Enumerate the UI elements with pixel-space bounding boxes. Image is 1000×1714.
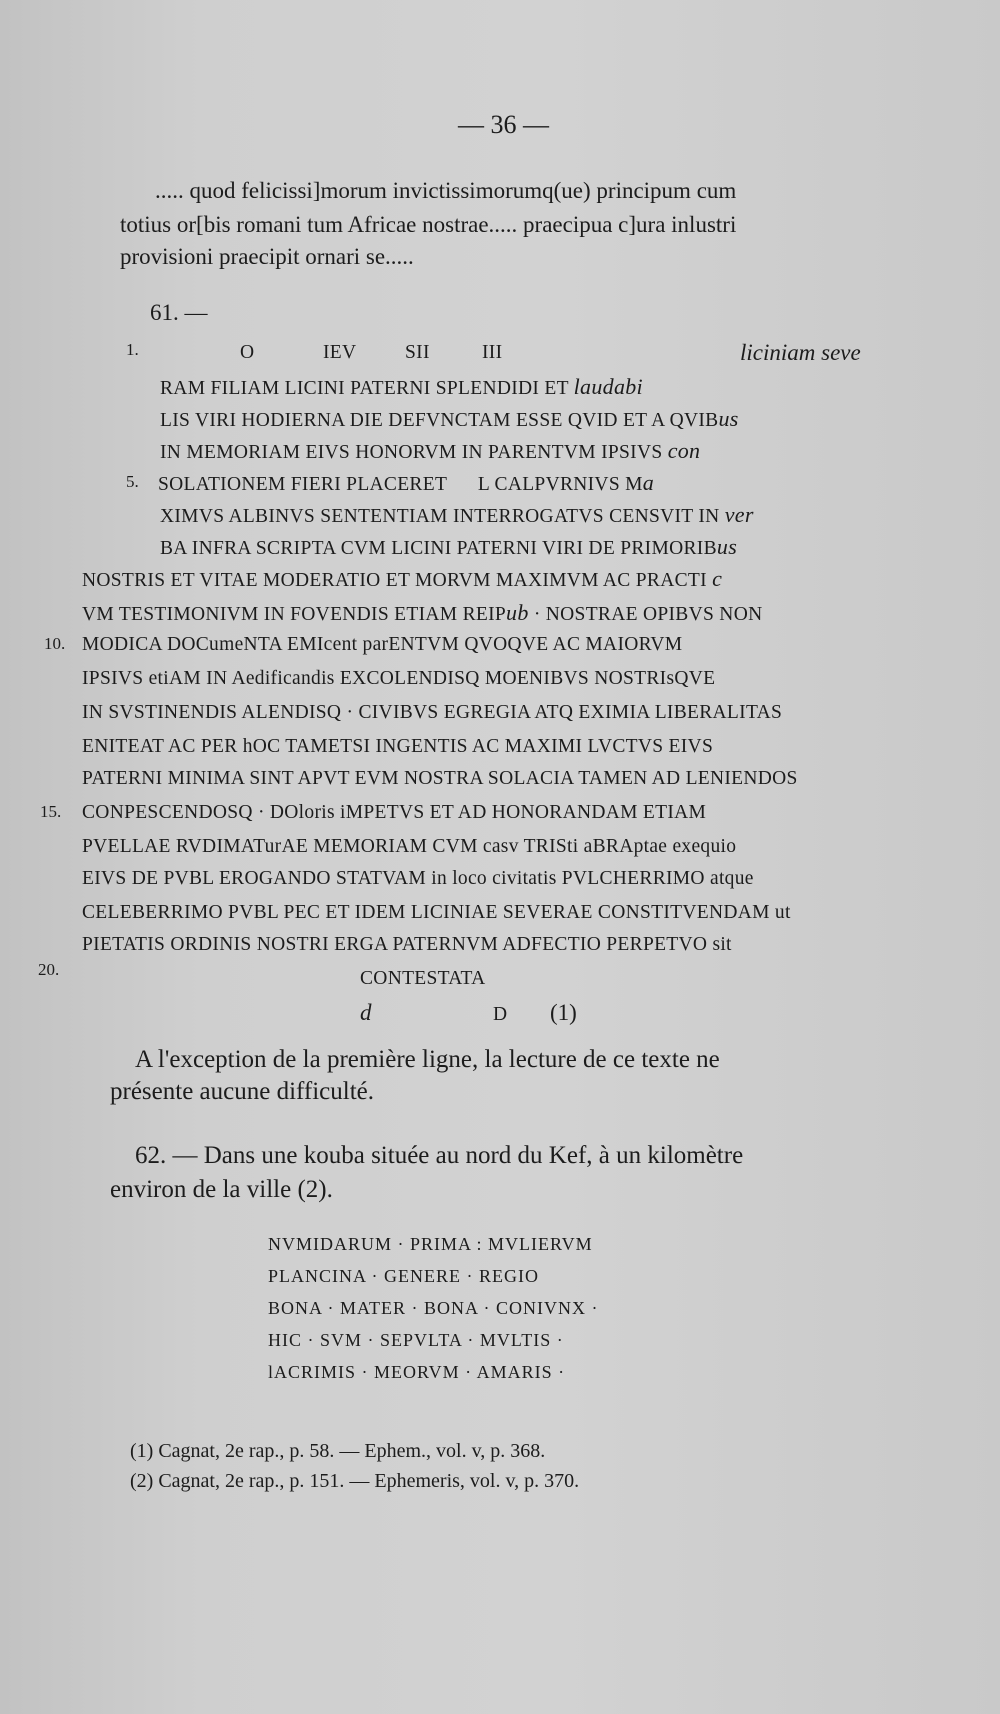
- footnote-2: (2) Cagnat, 2e rap., p. 151. — Ephemeris, vol. v, p. 370.: [130, 1470, 580, 1492]
- roman-text: RAM FILIAM LICINI PATERNI SPLENDIDI ET: [160, 378, 569, 399]
- inscription-line: [160, 534, 737, 560]
- roman-text: SOLATIONEM FIERI PLACERET L CALPVRNIVS M: [158, 474, 643, 495]
- line-number: 10.: [44, 634, 66, 653]
- page-number: — 36 —: [458, 110, 549, 139]
- inscription-line: [160, 374, 643, 400]
- inscription-fragment: O: [240, 342, 255, 363]
- inscription-line: CONPESCENDOSQ · DOloris iMPETVS ET AD HONORANDAM ETIAM: [82, 802, 707, 823]
- inscription-fragment-italic: [740, 340, 861, 366]
- italic-text: ub: [506, 600, 529, 625]
- footnote-1: (1) Cagnat, 2e rap., p. 58. — Ephem., vol. v, p. 368.: [130, 1440, 546, 1462]
- inscription-62-line: BONA · MATER · BONA · CONIVNX ·: [268, 1298, 599, 1318]
- inscription-line: [160, 406, 739, 432]
- inscription-line: IN SVSTINENDIS ALENDISQ · CIVIBVS EGREGIA ATQ EXIMIA LIBERALITAS: [82, 702, 783, 723]
- inscription-fragment: III: [482, 342, 503, 363]
- entry-62-line-2: environ de la ville (2).: [110, 1176, 333, 1203]
- intro-line-2: totius or[bis romani tum Africae nostrae..... praecipua c]ura inlustri: [120, 212, 737, 237]
- inscription-line: IPSIVS etiAM IN Aedificandis EXCOLENDISQ MOENIBVS NOSTRIsQVE: [82, 668, 716, 689]
- roman-text: NOSTRIS ET VITAE MODERATIO ET MORVM MAXIMVM AC PRACTI: [82, 570, 707, 591]
- inscription-line: [158, 470, 654, 496]
- italic-text: con: [667, 438, 701, 463]
- italic-text: d: [360, 1000, 372, 1025]
- intro-line-3: provisioni praecipit ornari se.....: [120, 244, 414, 269]
- inscription-line: CELEBERRIMO PVBL PEC ET IDEM LICINIAE SEVERAE CONSTITVENDAM ut: [82, 902, 791, 923]
- inscription-line: ENITEAT AC PER hOC TAMETSI INGENTIS AC MAXIMI LVCTVS EIVS: [82, 736, 714, 757]
- inscription-line: EIVS DE PVBL EROGANDO STATVAM in loco civitatis PVLCHERRIMO atque: [82, 868, 754, 889]
- comment-line-2: présente aucune difficulté.: [110, 1078, 375, 1105]
- inscription-line: PATERNI MINIMA SINT APVT EVM NOSTRA SOLACIA TAMEN AD LENIENDOS: [82, 768, 798, 789]
- inscription-line: [160, 502, 754, 528]
- inscription-fragment: SII: [405, 342, 430, 363]
- inscription-line: [82, 566, 722, 592]
- italic-text: a: [642, 470, 655, 495]
- inscription-line: CONTESTATA: [360, 968, 486, 989]
- italic-text: us: [716, 534, 738, 559]
- roman-text: XIMVS ALBINVS SENTENTIAM INTERROGATVS CENSVIT IN: [160, 506, 720, 527]
- intro-line-1: ..... quod felicissi]morum invictissimorumq(ue) principum cum: [155, 178, 737, 203]
- roman-text: LIS VIRI HODIERNA DIE DEFVNCTAM ESSE QVID ET A QVIB: [160, 410, 719, 431]
- inscription-fragment: IEV: [323, 342, 357, 363]
- inscription-line: PVELLAE RVDIMATurAE MEMORIAM CVM casv TRISti aBRAptae exequio: [82, 836, 737, 857]
- italic-text: laudabi: [573, 374, 643, 399]
- inscription-line: PIETATIS ORDINIS NOSTRI ERGA PATERNVM ADFECTIO PERPETVO sit: [82, 934, 732, 955]
- line-number: 15.: [40, 802, 62, 821]
- inscription-62-line: lACRIMIS · MEORVM · AMARIS ·: [268, 1362, 566, 1382]
- inscription-line: [82, 600, 762, 626]
- entry-number-61: 61. —: [150, 300, 208, 325]
- roman-text: BA INFRA SCRIPTA CVM LICINI PATERNI VIRI DE PRIMORIB: [160, 538, 717, 559]
- inscription-line: [160, 438, 700, 464]
- italic-text: c: [712, 566, 723, 591]
- footnote-ref: (1): [550, 1000, 577, 1025]
- inscription-fragment-italic: [360, 1000, 372, 1026]
- inscription-fragment: D: [493, 1004, 508, 1025]
- italic-text: ver: [724, 502, 754, 527]
- roman-text: · NOSTRAE OPIBVS NON: [528, 604, 763, 625]
- comment-line-1: A l'exception de la première ligne, la lecture de ce texte ne: [135, 1046, 720, 1073]
- line-number: 5.: [126, 472, 139, 491]
- line-number: 20.: [38, 960, 60, 979]
- inscription-line: MODICA DOCumeNTA EMIcent parENTVM QVOQVE AC MAIORVM: [82, 634, 683, 655]
- inscription-62-line: HIC · SVM · SEPVLTA · MVLTIS ·: [268, 1330, 564, 1350]
- inscription-62-line: NVMIDARUM · PRIMA : MVLIERVM: [268, 1234, 593, 1254]
- entry-62-line-1: 62. — Dans une kouba située au nord du Kef, à un kilomètre: [135, 1142, 744, 1169]
- inscription-62-line: PLANCINA · GENERE · REGIO: [268, 1266, 539, 1286]
- roman-text: IN MEMORIAM EIVS HONORVM IN PARENTVM IPSIVS: [160, 442, 663, 463]
- roman-text: VM TESTIMONIVM IN FOVENDIS ETIAM REIP: [82, 604, 507, 625]
- line-number: 1.: [126, 340, 139, 359]
- italic-text: liciniam seve: [740, 340, 861, 365]
- italic-text: us: [718, 406, 739, 431]
